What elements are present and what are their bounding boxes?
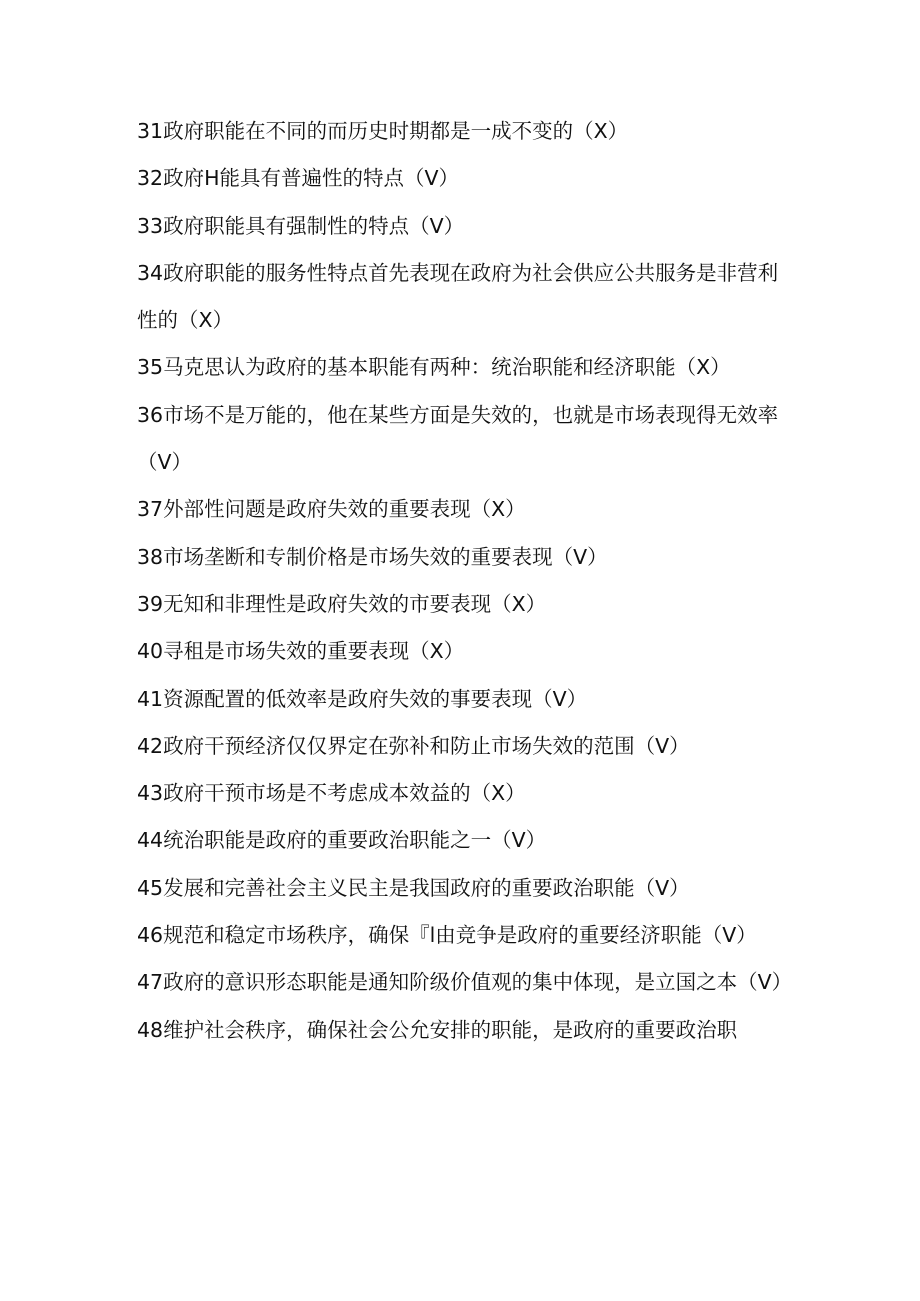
question-item-32: 32政府H能具有普遍性的特点（V） xyxy=(137,166,460,191)
question-item-44: 44统治职能是政府的重要政治职能之一（V） xyxy=(137,828,547,853)
question-item-42: 42政府干预经济仅仅界定在弥补和防止市场失效的范围（V） xyxy=(137,733,690,758)
question-item-47: 47政府的意识形态职能是通知阶级价值观的集中体现，是立国之本（V） xyxy=(137,970,793,995)
question-item-31: 31政府职能在不同的而历史时期都是一成不变的（X） xyxy=(137,119,629,143)
question-item-33: 33政府职能具有强制性的特点（V） xyxy=(137,213,465,238)
question-item-39: 39无知和非理性是政府失效的市要表现（X） xyxy=(137,591,547,616)
question-list xyxy=(137,108,793,1054)
question-item-37: 37外部性问题是政府失效的重要表现（X） xyxy=(137,497,526,522)
question-item-35: 35马克思认为政府的基本职能有两种：统治职能和经济职能（X） xyxy=(137,355,731,380)
question-item-36: 36市场不是万能的，他在某些方面是失效的，也就是市场表现得无效率（V） xyxy=(137,402,779,475)
question-item-38: 38市场垄断和专制价格是市场失效的重要表现（V） xyxy=(137,544,608,569)
question-item-48: 48维护社会秩序，确保社会公允安排的职能，是政府的重要政治职 xyxy=(137,1017,738,1042)
question-item-46: 46规范和稳定市场秩序，确保『l由竞争是政府的重要经济职能（V） xyxy=(137,923,757,948)
question-item-34: 34政府职能的服务性特点首先表现在政府为社会供应公共服务是非营利性的（X） xyxy=(137,260,779,333)
question-item-41: 41资源配置的低效率是政府失效的事要表现（V） xyxy=(137,686,588,711)
question-item-40: 40寻租是市场失效的重要表现（X） xyxy=(137,639,465,664)
question-item-45: 45发展和完善社会主义民主是我国政府的重要政治职能（V） xyxy=(137,875,690,900)
question-item-43: 43政府干预市场是不考虑成本效益的（X） xyxy=(137,781,526,806)
